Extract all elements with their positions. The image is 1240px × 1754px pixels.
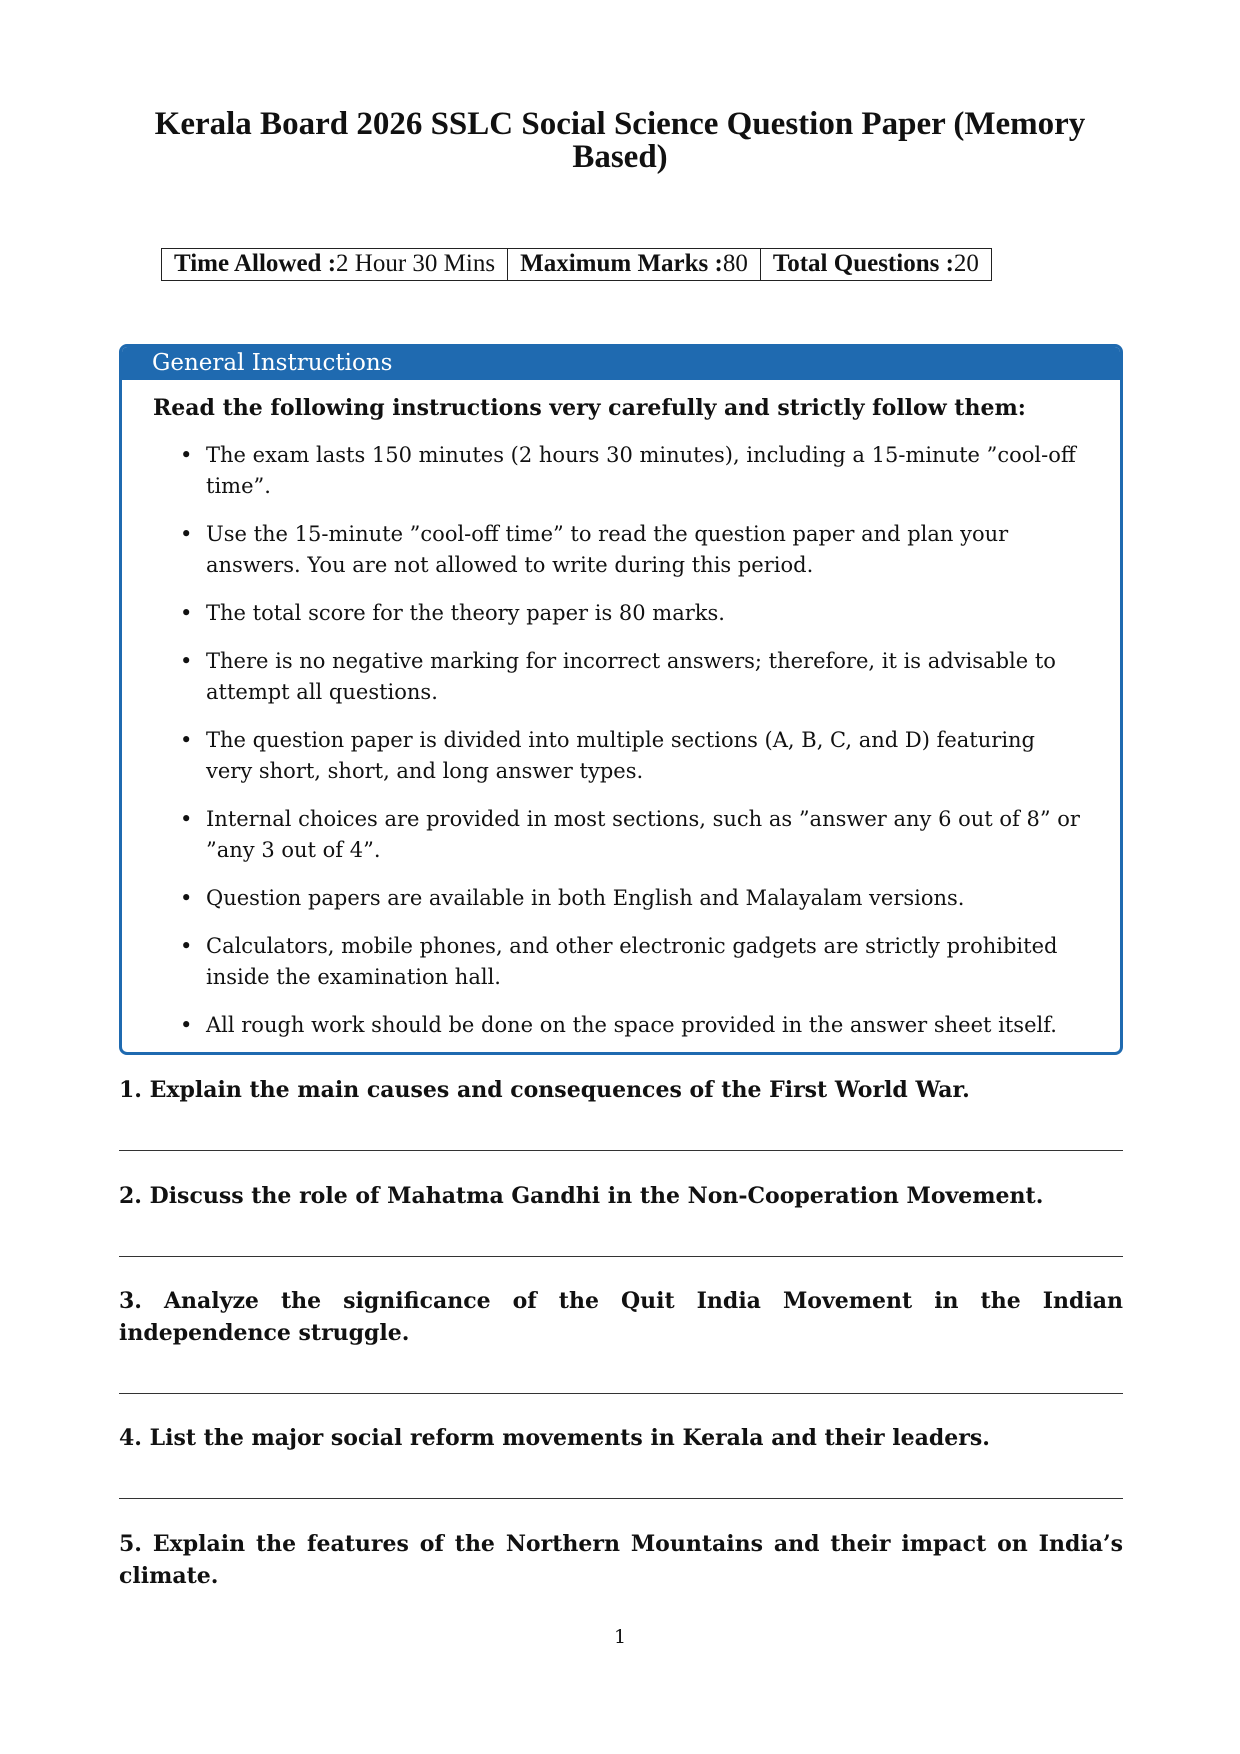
question-1: 1. Explain the main causes and consequences of the First World War.	[119, 1077, 970, 1103]
bullet-icon: •	[180, 601, 193, 625]
time-allowed-label: Time Allowed :	[174, 250, 337, 277]
bullet-icon: •	[180, 934, 193, 958]
page-title: Kerala Board 2026 SSLC Social Science Question Paper (Memory Based)	[154, 106, 1086, 175]
instructions-header: General Instructions	[122, 347, 1120, 380]
instruction-text: Question papers are available in both English and Malayalam versions.	[206, 886, 965, 910]
bullet-icon: •	[180, 886, 193, 910]
instruction-text: The total score for the theory paper is 80 marks.	[206, 601, 725, 625]
instructions-lead: Read the following instructions very carefully and strictly follow them:	[153, 395, 1026, 421]
maximum-marks-label: Maximum Marks :	[520, 250, 723, 277]
total-questions-cell	[760, 249, 991, 281]
instruction-item	[180, 440, 1080, 502]
instruction-text: Internal choices are provided in most sections, such as ”answer any 6 out of 8” or ”any 3 out of 4”.	[206, 807, 1080, 862]
instruction-text: All rough work should be done on the space provided in the answer sheet itself.	[206, 1013, 1057, 1037]
instruction-text: Calculators, mobile phones, and other electronic gadgets are strictly prohibited inside the examination hall.	[206, 934, 1058, 989]
page-number: 1	[613, 1626, 627, 1648]
instruction-item	[180, 646, 1080, 708]
answer-line-3	[119, 1393, 1123, 1394]
maximum-marks-cell	[508, 249, 761, 281]
total-questions-value: 20	[953, 250, 979, 277]
answer-line-4	[119, 1498, 1123, 1499]
instruction-text: Use the 15-minute ”cool-off time” to read the question paper and plan your answers. You are not allowed to write during this period.	[206, 522, 1009, 577]
instruction-item	[180, 804, 1080, 866]
instruction-text: There is no negative marking for incorrect answers; therefore, it is advisable to attempt all questions.	[206, 649, 1056, 704]
instruction-text: The exam lasts 150 minutes (2 hours 30 minutes), including a 15-minute ”cool-off time”.	[206, 443, 1076, 498]
bullet-icon: •	[180, 522, 193, 546]
instruction-item	[180, 725, 1080, 787]
instruction-item	[180, 519, 1080, 581]
maximum-marks-value: 80	[722, 250, 748, 277]
bullet-icon: •	[180, 1013, 193, 1037]
instruction-item	[180, 1010, 1080, 1041]
instruction-item	[180, 598, 1080, 629]
total-questions-label: Total Questions :	[772, 250, 954, 277]
answer-line-2	[119, 1256, 1123, 1257]
exam-info-table	[161, 248, 992, 281]
instruction-item	[180, 931, 1080, 993]
bullet-icon: •	[180, 443, 193, 467]
time-allowed-value: 2 Hour 30 Mins	[336, 250, 496, 277]
instructions-list	[122, 440, 1120, 1041]
question-5: 5. Explain the features of the Northern Mountains and their impact on India’s climate.	[119, 1531, 1123, 1589]
question-4: 4. List the major social reform movements in Kerala and their leaders.	[119, 1425, 990, 1451]
time-allowed-cell	[162, 249, 508, 281]
question-3: 3. Analyze the significance of the Quit India Movement in the Indian independence struggle.	[119, 1288, 1123, 1346]
instruction-text: The question paper is divided into multiple sections (A, B, C, and D) featuring very short, short, and long answer types.	[206, 728, 1035, 783]
instruction-item	[180, 883, 1080, 914]
bullet-icon: •	[180, 649, 193, 673]
general-instructions-box	[119, 344, 1123, 1055]
bullet-icon: •	[180, 728, 193, 752]
answer-line-1	[119, 1150, 1123, 1151]
question-2: 2. Discuss the role of Mahatma Gandhi in the Non-Cooperation Movement.	[119, 1183, 1044, 1209]
bullet-icon: •	[180, 807, 193, 831]
